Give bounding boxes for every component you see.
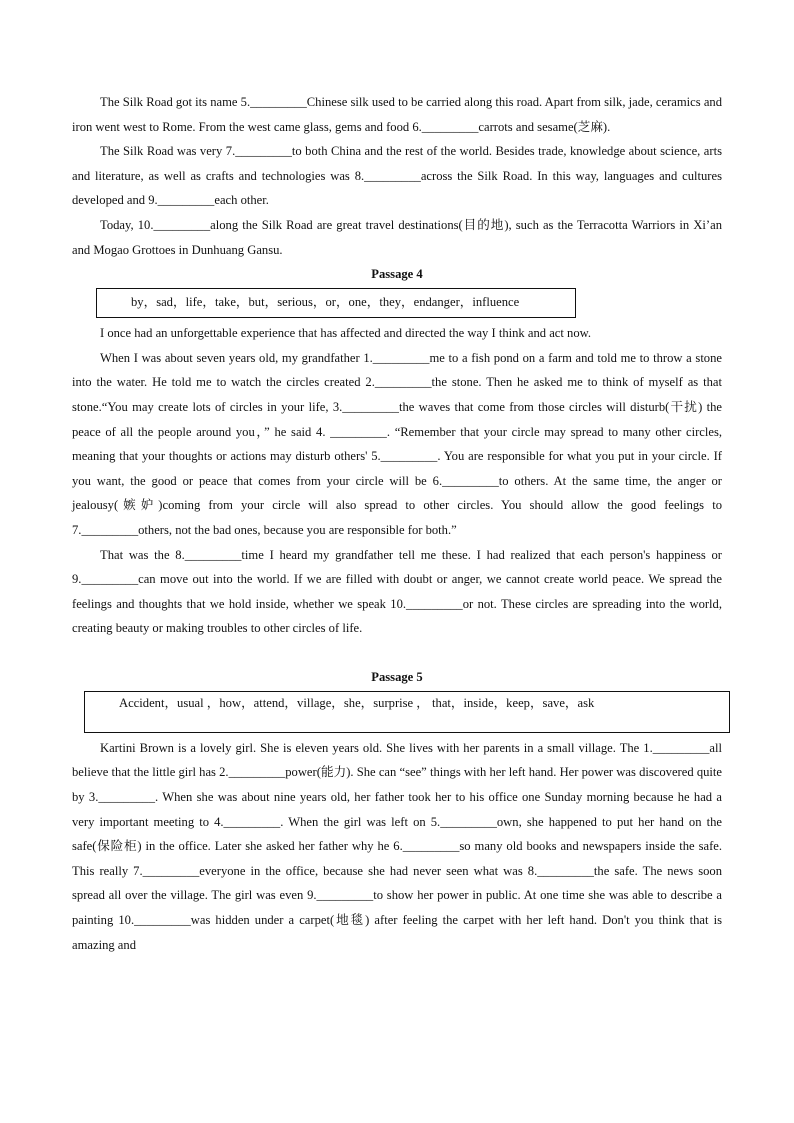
- p3-paragraph-3: Today, 10._________along the Silk Road are great travel destinations(目的地), such as the Terracotta Warriors in Xi’an and Mogao Grottoes in Dunhuang Gansu.: [72, 217, 722, 257]
- p3-paragraph-1: The Silk Road got its name 5._________Chinese silk used to be carried along this road. Apart from silk, jade, ceramics and iron went west to Rome. From the west came glass, gems and food 6._________carrots and sesame(芝麻).: [72, 95, 722, 134]
- p3-paragraph-2: The Silk Road was very 7._________to both China and the rest of the world. Besides trade, knowledge about science, arts and literature, as well as crafts and technologies was 8._________across the Silk Road. In this way, languages and cultures developed and 9._________each other.: [72, 144, 722, 208]
- worksheet-page: [72, 90, 722, 957]
- passage-4-word-box: by，sad，life，take，but，serious，or，one，they，endanger，influence: [96, 288, 576, 318]
- p5-paragraph-1: Kartini Brown is a lovely girl. She is eleven years old. She lives with her parents in a small village. The 1._________all believe that the little girl has 2._________power(能力). She can “see” things with her left hand. Her power was discovered quite by 3._________. When she was about nine years old, her father took her to his office one Sunday morning because he had a very important meeting to 4._________. When the girl was left on 5._________own, she happened to put her hand on the safe(保险柜) in the office. Later she asked her father why he 6._________so many old books and newspapers inside the safe. This really 7._________everyone in the office, because she had never seen what was 8._________the safe. The news soon spread all over the village. The girl was even 9._________to show her power in public. At one time she was able to describe a painting 10._________was hidden under a carpet(地毯) after feeling the carpet with her left hand. Don't you think that is amazing and: [72, 740, 722, 952]
- p4-paragraph-1: I once had an unforgettable experience that has affected and directed the way I think and act now.: [100, 326, 592, 341]
- p4-paragraph-2: When I was about seven years old, my grandfather 1._________me to a fish pond on a farm and told me to throw a stone into the water. He told me to watch the circles created 2._________the stone. Then he asked me to think of myself as that stone.“You may create lots of circles in your life, 3._________the waves that come from those circles will disturb(干扰) the peace of all the people around you，” he said 4. _________. “Remember that your circle may spread to many other circles, meaning that your thoughts or actions may disturb others' 5._________. You are responsible for what you put in your circle. If you want, the good or peace that comes from your circle will be 6._________to others. At the same time, the anger or jealousy(嫉妒)coming from your circle will also spread to other circles. You should allow the good feelings to 7._________others, not the bad ones, because you are responsible for both.”: [72, 350, 722, 537]
- p4-paragraph-3: That was the 8._________time I heard my grandfather tell me these. I had realized that each person's happiness or 9._________can move out into the world. If we are filled with doubt or anger, we cannot create world peace. We spread the feelings and thoughts that we hold inside, whether we speak 10._________or not. These circles are spreading into the world, creating beauty or making troubles to other circles of life.: [72, 547, 722, 636]
- passage-4-title: Passage 4: [371, 267, 423, 282]
- passage-5-word-box: Accident，usual ，how，attend，village，she，surprise ， that，inside，keep，save，ask: [84, 691, 730, 733]
- section-spacer: [72, 641, 722, 665]
- passage-5-title: Passage 5: [371, 669, 423, 684]
